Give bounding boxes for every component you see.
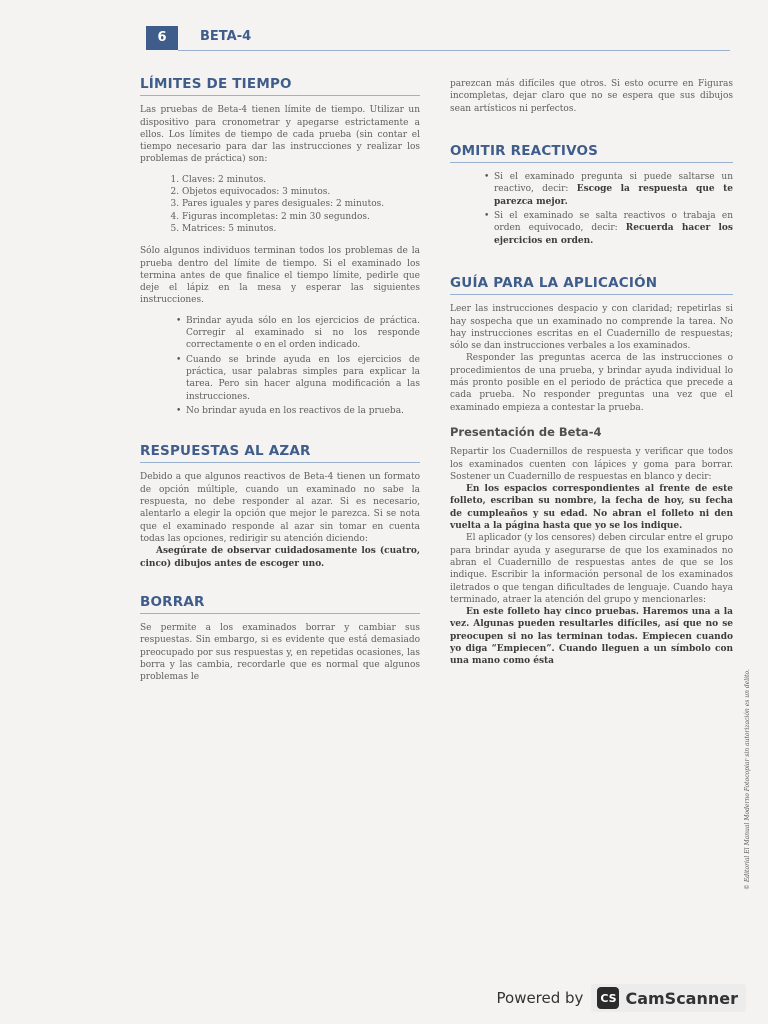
list-item: 5. Matrices: 5 minutos. — [182, 223, 420, 235]
page-number: 6 — [146, 26, 178, 50]
left-column — [140, 78, 420, 692]
list-item: 4. Figuras incompletas: 2 min 30 segundos. — [182, 211, 420, 223]
limites-paragraph: Sólo algunos individuos terminan todos los problemas de la prueba dentro del límite de tiempo. Si el examinado los termina antes de que finalice el tiempo límite, pedirle que deje el lápiz en la mesa y esperar las siguientes instrucciones. — [140, 246, 420, 306]
camscanner-badge — [591, 984, 746, 1012]
continued-paragraph: parezcan más difíciles que otros. Si esto ocurre en Figuras incompletas, dejar claro que no se espera que sus dibujos sean artísticos ni perfectos. — [450, 79, 733, 114]
heading-guia-aplicacion: GUÍA PARA LA APLICACIÓN — [450, 277, 733, 295]
help-bullets — [140, 315, 420, 417]
list-item: 1. Claves: 2 minutos. — [182, 174, 420, 186]
guia-paragraph-2: Responder las preguntas acerca de las instrucciones o procedimientos de una prueba, y brindar ayuda individual lo más pronto posible en el periodo de práctica que precede a cada prueba. No responder preguntas una vez que el examinado empieza a contestar la prueba. — [450, 353, 733, 413]
azar-body: Debido a que algunos reactivos de Beta-4 tienen un formato de opción múltiple, cuando un examinado no sabe la respuesta, no debe responder al azar. Si es necesario, alentarlo a elegir la opción que mejor le parezca. Si se nota que el examinado responde al azar sin tomar en cuenta todas las opciones, redirigir su atención diciendo: — [140, 472, 420, 544]
page-header — [146, 26, 730, 52]
powered-by-label: Powered by — [496, 989, 584, 1007]
right-column — [450, 78, 733, 668]
time-limits-list — [140, 174, 420, 235]
heading-omitir-reactivos: OMITIR REACTIVOS — [450, 145, 733, 163]
header-rule — [178, 50, 730, 51]
list-item: 2. Objetos equivocados: 3 minutos. — [182, 186, 420, 198]
bullet-item: • Si el examinado se salta reactivos o trabaja en orden equivocado, decir: Recuerda hacer los ejercicios en orden. — [494, 210, 733, 247]
list-item: 3. Pares iguales y pares desiguales: 2 minutos. — [182, 198, 420, 210]
running-title: BETA-4 — [200, 29, 252, 44]
azar-quote: Asegúrate de observar cuidadosamente los (cuatro, cinco) dibujos antes de escoger uno. — [140, 546, 420, 569]
presentacion-paragraph-1: Repartir los Cuadernillos de respuesta y verificar que todos los examinados cuenten con lápices y goma para borrar. Sostener un Cuadernillo de respuestas en blanco y decir: — [450, 447, 733, 482]
bullet-item: • Si el examinado pregunta si puede saltarse un reactivo, decir: Escoge la respuesta que te parezca mejor. — [494, 171, 733, 208]
camscanner-logo-icon: CS — [597, 987, 619, 1009]
borrar-body: Se permite a los examinados borrar y cambiar sus respuestas. Sin embargo, si es evidente que está demasiado preocupado por sus respuestas y, en repetidas ocasiones, las borra y las cambia, recordarle que es normal que algunos problemas le — [140, 623, 420, 683]
heading-presentacion: Presentación de Beta-4 — [450, 424, 602, 439]
heading-borrar: BORRAR — [140, 596, 420, 614]
presentacion-paragraph-2: El aplicador (y los censores) deben circular entre el grupo para brindar ayuda y asegurarse de que los examinados no abran el Cuadernillo de respuestas antes de que se los indique. Escribir la información personal de los examinados iletrados o que tengan dificultades de lenguaje. Cuando haya terminado, atraer la atención del grupo y mencionarles: — [450, 533, 733, 605]
bullet-item: • Cuando se brinde ayuda en los ejercicios de práctica, usar palabras simples para explicar la tarea. Pero sin hacer alguna modificación a las instrucciones. — [186, 354, 420, 403]
camscanner-name: CamScanner — [625, 988, 738, 1008]
guia-paragraph-1: Leer las instrucciones despacio y con claridad; repetirlas si hay sospecha que un examinado no comprende la tarea. No hay instrucciones escritas en el Cuadernillo de respuestas; sólo se dan instrucciones verbales a los examinados. — [450, 304, 733, 352]
omitir-bullets — [450, 171, 733, 247]
bullet-item: • Brindar ayuda sólo en los ejercicios de práctica. Corregir al examinado si no los responde correctamente o en el orden indicado. — [186, 315, 420, 352]
heading-respuestas-al-azar: RESPUESTAS AL AZAR — [140, 445, 420, 463]
limites-intro: Las pruebas de Beta-4 tienen límite de tiempo. Utilizar un dispositivo para cronometrar y apegarse estrictamente a ellos. Los límites de tiempo de cada prueba (sin contar el tiempo necesario para dar las instrucciones y realizar los problemas de práctica) son: — [140, 105, 420, 165]
heading-limites-de-tiempo: LÍMITES DE TIEMPO — [140, 78, 420, 96]
presentacion-quote-2: En este folleto hay cinco pruebas. Haremos una a la vez. Algunas pueden resultarles difíciles, así que no se preocupen si no las terminan todas. Empiecen cuando yo diga “Empiecen”. Cuando lleguen a un símbolo con una mano como ésta — [450, 607, 733, 667]
bullet-item: • No brindar ayuda en los reactivos de la prueba. — [186, 405, 420, 417]
camscanner-watermark — [497, 983, 747, 1013]
presentacion-quote-1: En los espacios correspondientes al frente de este folleto, escriban su nombre, la fecha de hoy, su fecha de cumpleaños y su edad. No abran el folleto ni den vuelta a la página hasta que yo se los indique. — [450, 484, 733, 532]
copyright-sidenote: © Editorial El Manual Moderno Fotocopiar sin autorización es un delito. — [744, 669, 751, 890]
